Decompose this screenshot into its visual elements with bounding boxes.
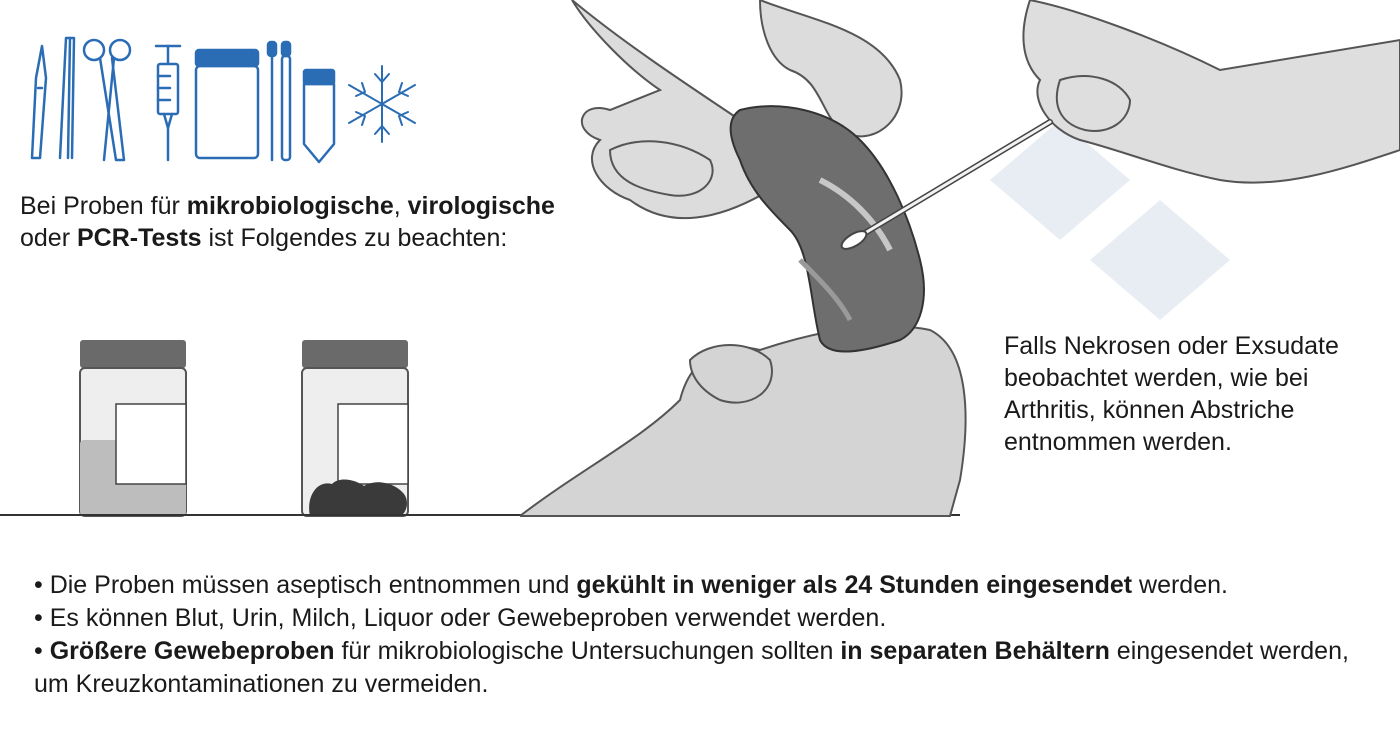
- sample-jar-icon: [196, 50, 258, 158]
- list-item-text: Es können Blut, Urin, Milch, Liquor oder Gewebeproben verwendet werden.: [49, 604, 887, 632]
- scalpel-icon: [32, 46, 46, 158]
- tissue-sample: [731, 106, 924, 351]
- bullet-marker: •: [34, 637, 50, 665]
- intro-text-part: oder: [20, 224, 77, 252]
- list-item-text: für mikrobiologische Untersuchungen sollten: [334, 637, 841, 665]
- list-item-text: eingesendet werden, um Kreuzkontaminationen zu vermeiden.: [34, 637, 1349, 698]
- list-item-emphasis: gekühlt in weniger als 24 Stunden eingesendet: [576, 571, 1133, 599]
- list-item-text: werden.: [1132, 571, 1228, 599]
- intro-text-part: Bei Proben für: [20, 192, 187, 220]
- bullet-marker: •: [34, 604, 50, 632]
- tissue-sample-jar: [302, 340, 408, 516]
- lower-glove: [520, 326, 966, 516]
- forceps-icon: [60, 38, 74, 158]
- list-item-emphasis: Größere Gewebeproben: [49, 637, 335, 665]
- test-tube-icon: [304, 70, 334, 162]
- syringe-icon: [156, 46, 180, 160]
- empty-sample-jar: [80, 340, 186, 516]
- sample-jars-illustration: [60, 330, 440, 530]
- snowflake-icon: [349, 66, 415, 142]
- scissors-icon: [84, 40, 130, 160]
- intro-text-part: ist Folgendes zu beachten:: [201, 224, 508, 252]
- swab-note: Falls Nekrosen oder Exsudate beobachtet werden, wie bei Arthritis, können Abstriche entnommen werden.: [1004, 332, 1339, 456]
- intro-emphasis: mikrobiologische: [186, 192, 394, 220]
- list-item-text: Die Proben müssen aseptisch entnommen und: [49, 571, 577, 599]
- intro-emphasis: PCR-Tests: [76, 224, 202, 252]
- intro-text-part: ,: [393, 192, 408, 220]
- bullet-marker: •: [34, 571, 50, 599]
- swab-icon: [268, 42, 290, 160]
- list-item-emphasis: in separaten Behältern: [840, 637, 1110, 665]
- instrument-icons: [20, 28, 430, 168]
- list-item: [34, 635, 1374, 701]
- list-item: [34, 602, 1374, 635]
- requirements-list: [34, 569, 1374, 701]
- list-item: [34, 569, 1374, 602]
- intro-emphasis: virologische: [407, 192, 555, 220]
